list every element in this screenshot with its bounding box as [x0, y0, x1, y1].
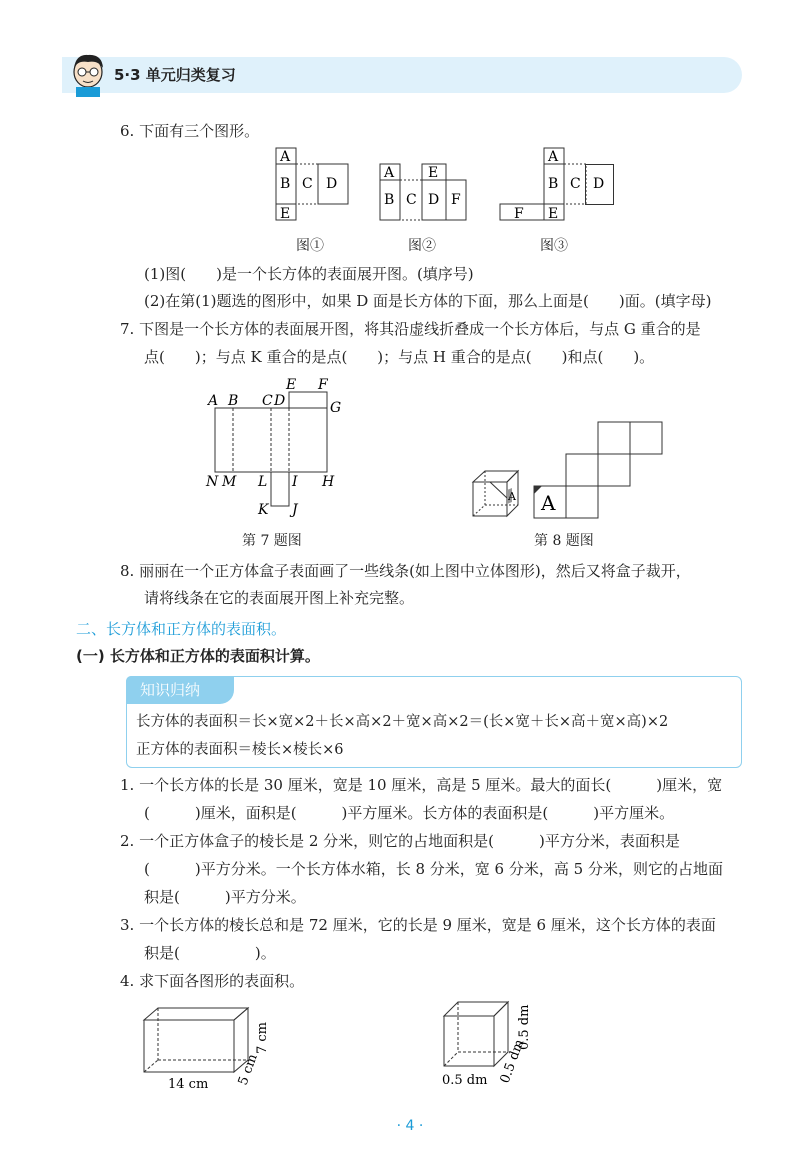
knowledge-line2: 正方体的表面积＝棱长×棱长×6	[136, 742, 344, 758]
p2-line2: ( )平方分米。一个长方体水箱，长 8 分米，宽 6 分米，高 5 分米，则它的占地面	[144, 860, 723, 878]
cuboid-length: 14 cm	[168, 1077, 209, 1092]
p3-line2: 积是( )。	[144, 944, 276, 962]
q6-part1: (1)图( )是一个长方体的表面展开图。(填序号)	[144, 265, 474, 283]
q7-point-c: C	[262, 393, 273, 409]
q7-net-figure	[200, 372, 360, 522]
q6-part2: (2)在第(1)题选的图形中，如果 D 面是长方体的下面，那么上面是( )面。(填字母)	[144, 292, 712, 310]
q7-point-l: L	[258, 474, 268, 490]
p2-line3: 积是( )平方分米。	[144, 888, 306, 906]
p3-line1: 3. 一个长方体的棱长总和是 72 厘米，它的长是 9 厘米，宽是 6 厘米，这个长方体的表面	[120, 916, 716, 934]
fig1-label-d: D	[326, 176, 338, 192]
cuboid-height: 7 cm	[255, 1021, 270, 1054]
cuboid-width: 5 cm	[235, 1052, 261, 1088]
fig1-label-c: C	[302, 176, 313, 192]
fig2-label-b: B	[384, 192, 395, 208]
fig1-label-e: E	[280, 206, 291, 222]
fig1-label-b: B	[280, 176, 291, 192]
q7-caption: 第 7 题图	[242, 533, 302, 549]
q8-net-label: A	[541, 491, 556, 515]
q8-net-figure	[532, 420, 664, 524]
cube-figure	[436, 994, 546, 1090]
p4-line: 4. 求下面各图形的表面积。	[120, 972, 305, 990]
q8-cube-figure	[470, 468, 522, 524]
q7-point-e: E	[286, 377, 297, 393]
cube-edge-b: 0.5 dm	[497, 1037, 528, 1086]
fig2-label-f: F	[451, 192, 461, 208]
header-title: 5·3 单元归类复习	[114, 66, 236, 84]
fig1-label-a: A	[280, 149, 291, 165]
cuboid-figure	[136, 1000, 286, 1092]
p2-line1: 2. 一个正方体盒子的棱长是 2 分米，则它的占地面积是( )平方分米，表面积是	[120, 832, 680, 850]
q8-line1: 8. 丽丽在一个正方体盒子表面画了一些线条(如上图中立体图形)，然后又将盒子裁开，	[120, 562, 691, 580]
fig2-label-e: E	[428, 165, 439, 181]
q7-point-a: A	[208, 393, 219, 409]
fig1-caption: 图①	[296, 238, 324, 254]
q6-figure-2	[380, 164, 466, 220]
p1-line1: 1. 一个长方体的长是 30 厘米，宽是 10 厘米，高是 5 厘米。最大的面长( )厘米，宽	[120, 776, 723, 794]
q7-point-m: M	[222, 474, 237, 490]
q7-point-h: H	[322, 474, 335, 490]
knowledge-line1: 长方体的表面积＝长×宽×2＋长×高×2＋宽×高×2＝(长×宽＋长×高＋宽×高)×2	[136, 714, 669, 730]
fig3-label-d: D	[593, 176, 605, 192]
q8-caption: 第 8 题图	[534, 533, 594, 549]
q6-figure-3	[500, 148, 588, 222]
q6-figure-1	[276, 148, 348, 222]
fig3-caption: 图③	[540, 238, 568, 254]
q7-point-k: K	[258, 502, 269, 518]
fig3-face-d	[585, 164, 615, 206]
section2-subtitle: (一) 长方体和正方体的表面积计算。	[76, 647, 320, 665]
cube-edge-a: 0.5 dm	[442, 1073, 488, 1088]
q7-point-f: F	[318, 377, 328, 393]
p1-line2: ( )厘米，面积是( )平方厘米。长方体的表面积是( )平方厘米。	[144, 804, 675, 822]
knowledge-tab: 知识归纳	[126, 676, 234, 704]
fig2-caption: 图②	[408, 238, 436, 254]
fig2-label-a: A	[384, 165, 395, 181]
page-number: · 4 ·	[396, 1118, 424, 1134]
fig2-label-c: C	[406, 192, 417, 208]
fig3-label-f: F	[514, 206, 524, 222]
fig3-label-a: A	[548, 149, 559, 165]
fig3-label-c: C	[570, 176, 581, 192]
q7-point-b: B	[228, 393, 239, 409]
q8-cube-label: A	[508, 490, 516, 503]
section2-title: 二、长方体和正方体的表面积。	[76, 620, 287, 638]
mascot-icon	[66, 50, 110, 98]
fig2-label-d: D	[428, 192, 440, 208]
q7-line1: 7. 下图是一个长方体的表面展开图，将其沿虚线折叠成一个长方体后，与点 G 重合的是	[120, 320, 701, 338]
cube-edge-c: 0.5 dm	[517, 1004, 532, 1050]
q8-line2: 请将线条在它的表面展开图上补充完整。	[144, 589, 415, 607]
q7-point-i: I	[292, 474, 298, 490]
fig3-label-e: E	[548, 206, 559, 222]
q6-intro: 6. 下面有三个图形。	[120, 122, 260, 140]
q7-point-d: D	[274, 393, 286, 409]
q7-point-j: J	[292, 502, 298, 518]
q7-point-g: G	[330, 400, 342, 416]
q7-line2: 点( )；与点 K 重合的是点( )；与点 H 重合的是点( )和点( )。	[144, 348, 655, 366]
fig3-label-b: B	[548, 176, 559, 192]
q7-point-n: N	[206, 474, 219, 490]
